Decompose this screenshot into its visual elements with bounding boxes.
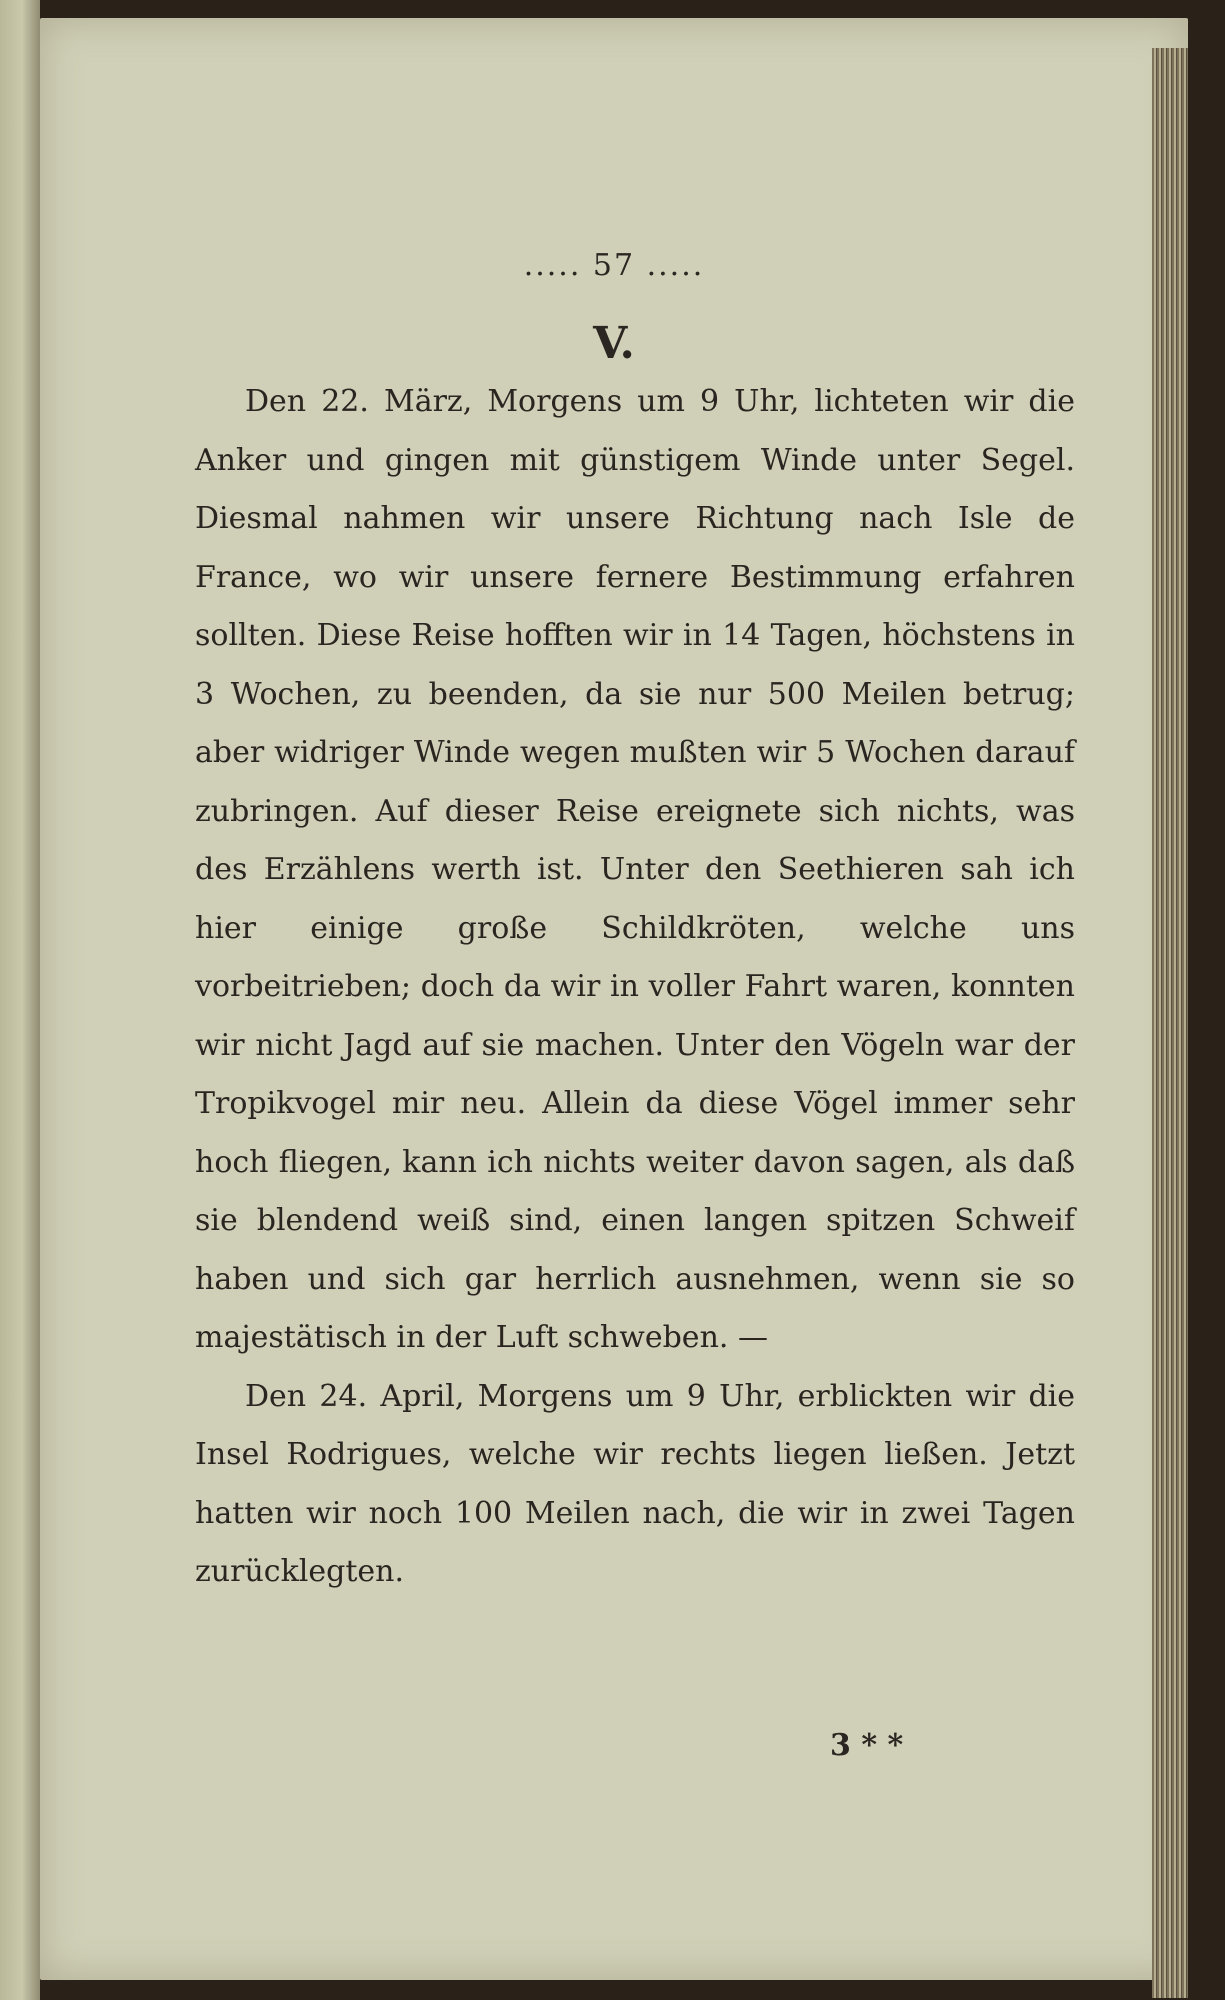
chapter-heading: V. xyxy=(593,318,635,369)
book-page xyxy=(40,18,1188,1980)
paragraph-2: Den 24. April, Morgens um 9 Uhr, erblickten wir die Insel Rodrigues, welche wir rechts liegen ließen. Jetzt hatten wir noch 100 Meilen nach, die wir in zwei Tagen zurücklegten. xyxy=(195,1378,1075,1589)
signature-mark: 3 * * xyxy=(830,1728,904,1763)
body-text xyxy=(195,373,1075,1602)
paragraph-1: Den 22. März, Morgens um 9 Uhr, lichteten wir die Anker und gingen mit günstigem Winde unter Segel. Diesmal nahmen wir unsere Richtung nach Isle de France, wo wir unsere fernere Bestimmung erfahren sollten. Diese Reise hofften wir in 14 Tagen, höchstens in 3 Wochen, zu beenden, da sie nur 500 Meilen betrug; aber widriger Winde wegen mußten wir 5 Wochen darauf zubringen. Auf dieser Reise ereignete sich nichts, was des Erzählens werth ist. Unter den Seethieren sah ich hier einige große Schildkröten, welche uns vorbeitrieben; doch da wir in voller Fahrt waren, konnten wir nicht Jagd auf sie machen. Unter den Vögeln war der Tropikvogel mir neu. Allein da diese Vögel immer sehr hoch fliegen, kann ich nichts weiter davon sagen, als daß sie blendend weiß sind, einen langen spitzen Schweif haben und sich gar herrlich ausnehmen, wenn sie so majestätisch in der Luft schweben. — xyxy=(195,384,1075,1355)
book-binding xyxy=(0,0,40,2000)
page-number-header: ..... 57 ..... xyxy=(523,248,705,283)
